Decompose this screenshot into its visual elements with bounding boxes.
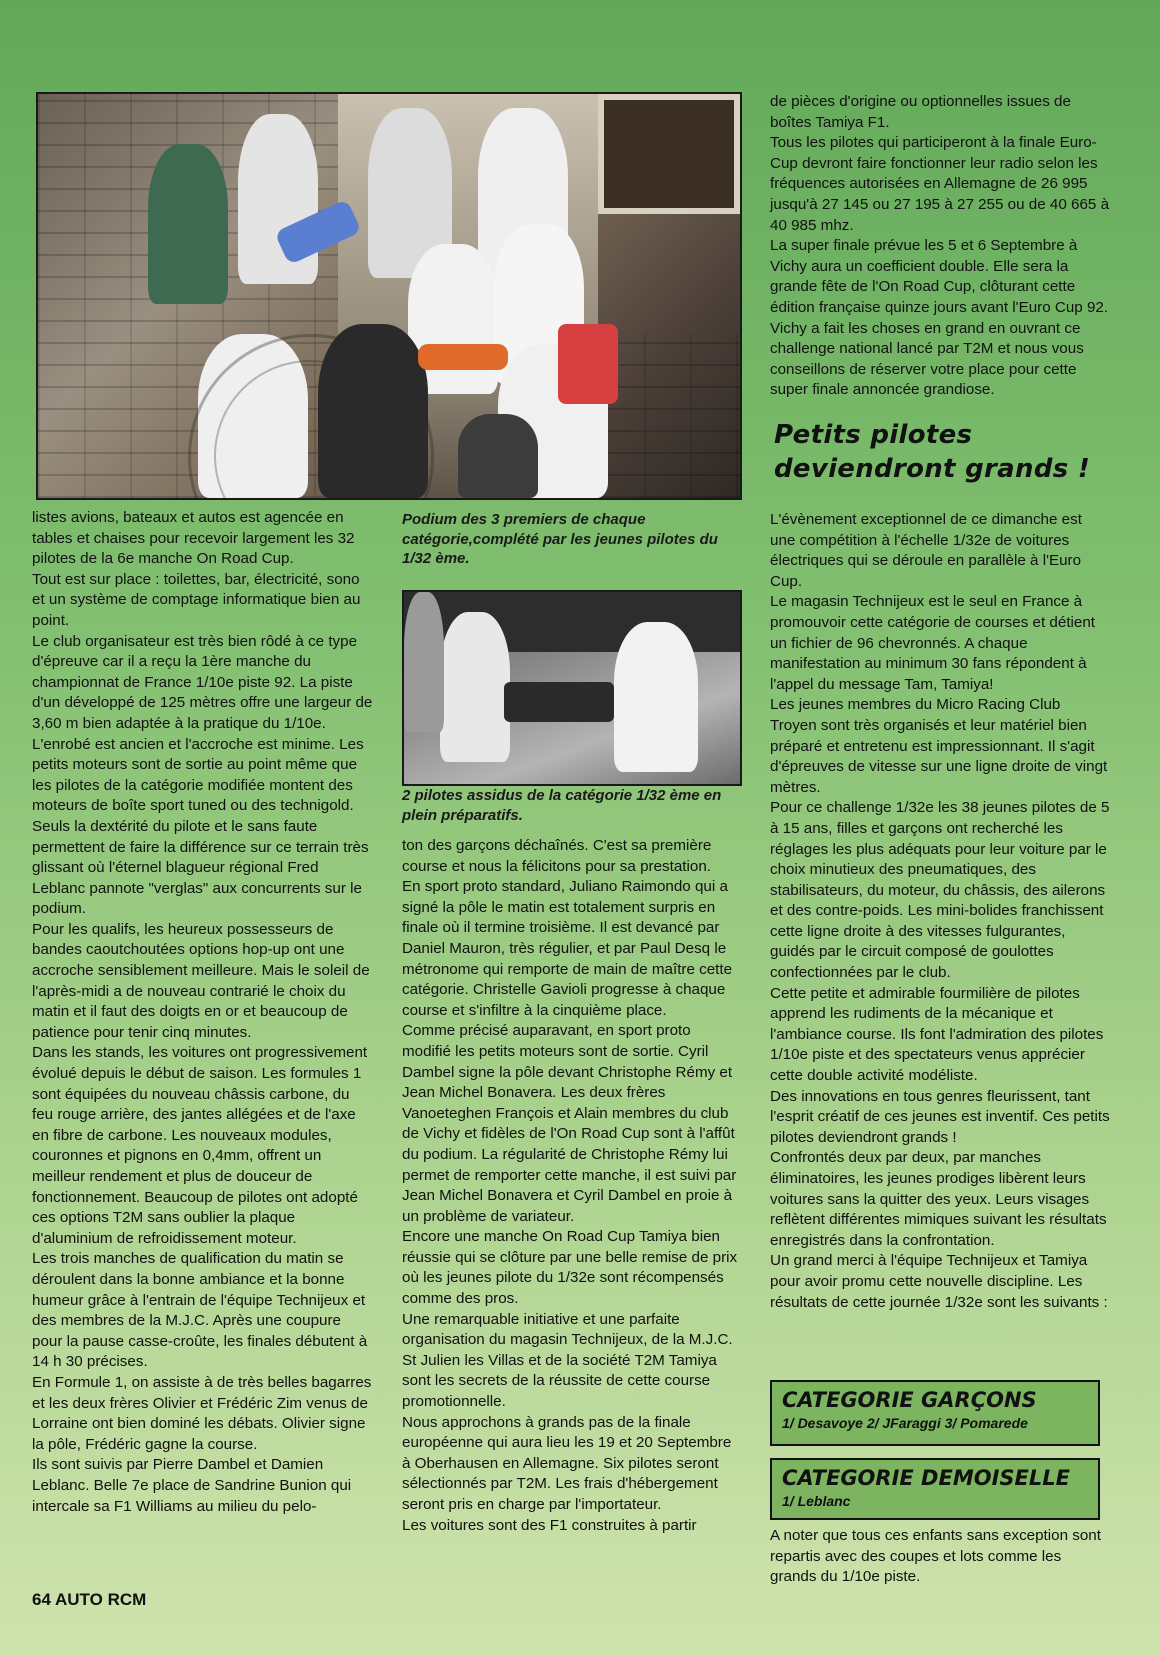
paragraph: La super finale prévue les 5 et 6 Septembre à Vichy aura un coefficient double. Elle sera la grande fête de l'On Road Cup, clôturant cette édition française quinze jours avant l'Euro Cup 92. Vichy a fait les choses en grand en ouvrant ce challenge national lancé par T2M et nous vous conseillons de réserver votre place pour cette super finale annoncée grandiose. [770, 237, 1109, 399]
rc-car-body [418, 344, 508, 370]
person-figure [458, 414, 538, 498]
window [598, 94, 740, 214]
person-figure [238, 114, 318, 284]
paragraph: L'évènement exceptionnel de ce dimanche est une compétition à l'échelle 1/32e de voitures électriques qui se déroule en parallèle à l'Euro Cup. [770, 511, 1082, 590]
results-box-demoiselle [770, 1458, 1100, 1520]
paragraph: listes avions, bateaux et autos est agencée en tables et chaises pour recevoir largement les 32 pilotes de la 6e manche On Road Cup. [32, 509, 355, 568]
paragraph: Les voitures sont des F1 construites à partir [402, 1516, 697, 1534]
paragraph: Un grand merci à l'équipe Technijeux et Tamiya pour avoir promu cette nouvelle discipline. Les résultats de cette journée 1/32e sont les suivants : [770, 1252, 1108, 1311]
paragraph: Confrontés deux par deux, par manches éliminatoires, les jeunes prodiges libèrent leurs voitures sans la quitter des yeux. Leurs visages reflètent différentes mimiques suivant les résultats enregistrés dans la confrontation. [770, 1149, 1107, 1249]
paragraph: Encore une manche On Road Cup Tamiya bien réussie qui se clôture par une belle remise de prix où les jeunes pilote du 1/32e sont récompensés comme des pros. [402, 1228, 738, 1308]
left-column [32, 508, 374, 1517]
closing-paragraph [770, 1526, 1108, 1588]
middle-column [402, 836, 740, 1536]
right-column-bottom [770, 510, 1110, 1313]
main-photo-caption: Podium des 3 premiers de chaque catégorie,complété par les jeunes pilotes du 1/32 ème. [402, 511, 718, 567]
rc-car-body [558, 324, 618, 404]
results-list: 1/ Desavoye 2/ JFaraggi 3/ Pomarede [782, 1415, 1028, 1431]
paragraph: Tout est sur place : toilettes, bar, électricité, sono et un système de comptage informatique bien au point. [32, 570, 361, 629]
results-list: 1/ Leblanc [782, 1493, 851, 1509]
section-heading: Petits pilotes deviendront grands ! [774, 420, 1091, 484]
paragraph: Tous les pilotes qui participeront à la finale Euro-Cup devront faire fonctionner leur radio selon les fréquences autorisées en Allemagne de 26 995 jusqu'à 27 145 ou 27 195 à 27 255 ou de 40 665 à 40 985 mhz. [770, 134, 1110, 234]
paragraph: ton des garçons déchaînés. C'est sa première course et nous la félicitons pour sa prestation. [402, 837, 712, 875]
paragraph: Des innovations en tous genres fleurissent, tant l'esprit créatif de ces jeunes est inventif. Ces petits pilotes deviendront grands ! [770, 1087, 1110, 1146]
child-figure [614, 622, 698, 772]
results-title: CATEGORIE DEMOISELLE [782, 1466, 1070, 1490]
child-figure [440, 612, 510, 762]
paragraph: Ils sont suivis par Pierre Dambel et Damien Leblanc. Belle 7e place de Sandrine Bunion qui intercale sa F1 Williams au milieu du pelo- [32, 1456, 352, 1515]
paragraph: Une remarquable initiative et une parfaite organisation du magasin Technijeux, de la M.J.C. St Julien les Villas et de la société T2M Tamiya sont les secrets de la réussite de cette course promotionnelle. [402, 1310, 733, 1411]
right-column-top [770, 92, 1110, 401]
podium-photo [36, 92, 742, 500]
results-box-garcons [770, 1380, 1100, 1446]
paragraph: Le club organisateur est très bien rôdé à ce type d'épreuve car il a reçu la 1ère manche du championnat de France 1/10e piste 92. La piste d'un développé de 125 mètres offre une largeur de 3,60 m bien adaptée à la pratique du 1/10e. L'enrobé est ancien et l'accroche est minime. Les petits moteurs sont de sortie au point même que les pilotes de la catégorie modifiée montent des moteurs de boîte sport tuned ou des technigold. [32, 632, 373, 815]
paragraph: Les trois manches de qualification du matin se déroulent dans la bonne ambiance et la bonne humeur grâce à l'entrain de l'équipe Technijeux et des membres de la M.J.C. Après une coupure pour la pause casse-croûte, les finales débutent à 14 h 30 précises. [32, 1250, 368, 1371]
paragraph: Le magasin Technijeux est le seul en France à promouvoir cette catégorie de courses et détient un fichier de 96 chevronnés. A chaque manifestation au minimum 30 fans répondent à l'appel du message Tam, Tamiya! [770, 593, 1096, 693]
results-title: CATEGORIE GARÇONS [782, 1388, 1037, 1412]
paragraph: En Formule 1, on assiste à de très belles bagarres et les deux frères Olivier et Frédéric Zim venus de Lorraine ont bien dominé les débats. Olivier signe la pôle, Frédéric gagne la course. [32, 1373, 372, 1453]
paragraph: Nous approchons à grands pas de la finale européenne qui aura lieu les 19 et 20 Septembre à Oberhausen en Allemagne. Six pilotes seront sélectionnés par T2M. Les frais d'hébergement seront pris en charge par l'importateur. [402, 1413, 732, 1513]
person-figure [148, 144, 228, 304]
paragraph: A noter que tous ces enfants sans exception sont repartis avec des coupes et lots comme les grands du 1/10e piste. [770, 1527, 1101, 1586]
paragraph: Comme précisé auparavant, en sport proto modifié les petits moteurs sont de sortie. Cyril Dambel signe la pôle devant Christophe Rémy et Jean Michel Bonavera. Les deux frères Vanoeteghen François et Alain membres du club de Vichy et fidèles de l'On Road Cup sont à l'affût du podium. La régularité de Christophe Rémy lui permet de remporter cette manche, il est suivi par Jean Michel Bonavera et Cyril Dambel en proie à un problème de variateur. [402, 1022, 737, 1225]
slot-car-track [504, 682, 614, 722]
paragraph: Dans les stands, les voitures ont progressivement évolué depuis le début de saison. Les formules 1 sont équipées du nouveau châssis carbone, du feu rouge arrière, des jantes allégées et de l'axe en fibre de carbone. Les nouveaux modules, couronnes et pignons en 0,4mm, offrent un meilleur rendement et plus de douceur de fonctionnement. Beaucoup de pilotes ont adopté ces options T2M sans oublier la plaque d'aluminium de refroidissement moteur. [32, 1044, 368, 1247]
brick-wall-right [598, 334, 740, 498]
paragraph: En sport proto standard, Juliano Raimondo qui a signé la pôle le matin est totalement surpris en finale où il termine troisième. Il est devancé par Daniel Mauron, très régulier, et par Paul Desq le métronome qui remporte de main de maître cette catégorie. Christelle Gavioli progresse à chaque course et s'infiltre à la cinquième place. [402, 878, 733, 1019]
paragraph: Cette petite et admirable fourmilière de pilotes apprend les rudiments de la mécanique et l'ambiance course. Ils font l'admiration des pilotes 1/10e piste et des spectateurs venus apprécier cette double activité modéliste. [770, 984, 1104, 1085]
kids-photo [402, 590, 742, 786]
paragraph: Pour ce challenge 1/32e les 38 jeunes pilotes de 5 à 15 ans, filles et garçons ont recherché les réglages les plus adéquats pour leur voiture par le choix minutieux des pneumatiques, des stabilisateurs, du moteur, du châssis, des ailerons et des contre-poids. Les mini-bolides franchissent cette ligne droite à des vitesses fulgurantes, guidés par le circuit composé de goulottes confectionnées par le club. [770, 799, 1110, 982]
page-footer: 64 AUTO RCM [32, 1590, 147, 1609]
adult-figure [404, 592, 444, 732]
small-photo-caption: 2 pilotes assidus de la catégorie 1/32 ème en plein préparatifs. [402, 787, 722, 824]
paragraph: de pièces d'origine ou optionnelles issues de boîtes Tamiya F1. [770, 93, 1071, 131]
paragraph: Les jeunes membres du Micro Racing Club Troyen sont très organisés et leur matériel bien préparé et entretenu est impressionnant. Il s'agit d'épreuves de vitesse sur une ligne droite de vingt mètres. [770, 696, 1108, 796]
paragraph: Seuls la dextérité du pilote et le sans faute permettent de faire la différence sur ce terrain très glissant où l'éternel blagueur régional Fred Leblanc pannote "verglas" aux concurrents sur le podium. [32, 817, 369, 918]
paragraph: Pour les qualifs, les heureux possesseurs de bandes caoutchoutées options hop-up ont une accroche sensiblement meilleure. Mais le soleil de l'après-midi a de nouveau contrarié le choix du matin et il faut des doigts en or et beaucoup de patience pour tenir cinq minutes. [32, 920, 370, 1041]
